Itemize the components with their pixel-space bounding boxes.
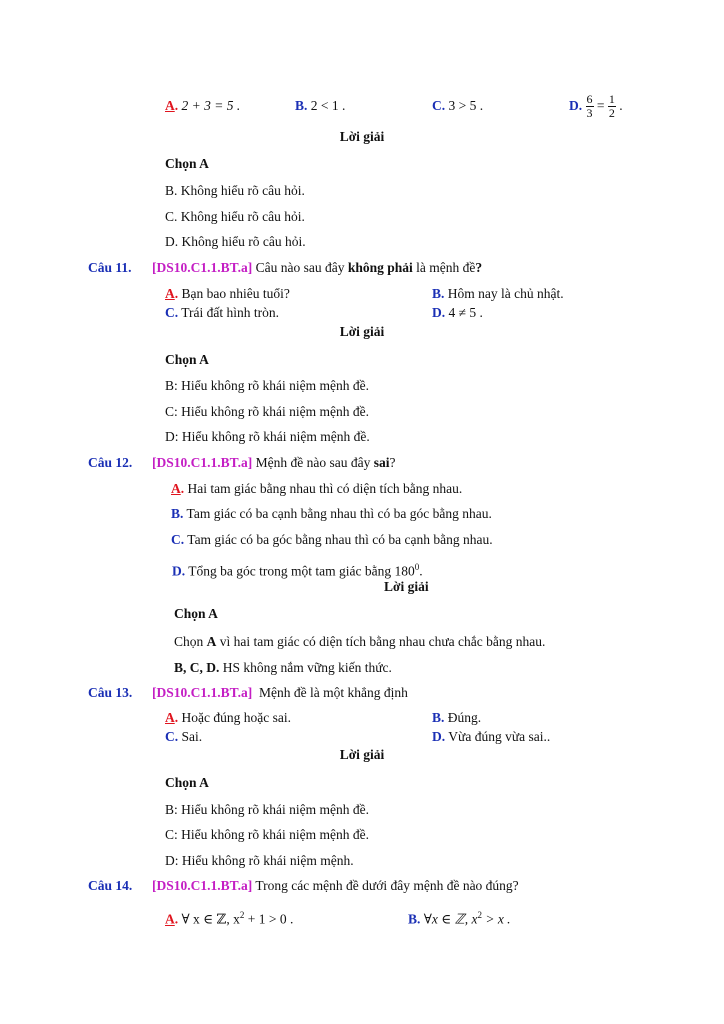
q12-header	[88, 454, 132, 472]
q14-option-b	[408, 906, 511, 929]
choose-answer: Chọn A	[165, 156, 209, 171]
option-label: A	[171, 481, 181, 496]
q11-option-a: A. Bạn bao nhiêu tuổi?	[165, 286, 290, 301]
option-text: Sai.	[181, 729, 203, 744]
period: .	[419, 563, 423, 579]
q13-option-c	[165, 728, 202, 746]
q14-header	[88, 877, 132, 895]
option-text: Tam giác có ba góc bằng nhau thì có ba cạnh bằng nhau.	[187, 532, 493, 547]
solution-title: Lời giải	[339, 129, 385, 144]
q12-option-a: A. Hai tam giác bằng nhau thì có diện tích bằng nhau.	[171, 481, 463, 496]
option-text: ∀ x ∈ ℤ, x	[181, 911, 240, 927]
explanation-text: HS không nắm vững kiến thức.	[222, 660, 392, 675]
explanation: C: Hiểu không rõ khái niệm mệnh đề.	[165, 827, 369, 842]
question-tag: [DS10.C1.1.BT.a]	[152, 685, 253, 700]
question-tag: [DS10.C1.1.BT.a]	[152, 260, 253, 275]
fraction: $\frac{6}{3}$	[586, 92, 593, 121]
option-text: 3 > 5 .	[448, 98, 484, 113]
solution-title: Lời giải	[339, 747, 385, 762]
question-tag: [DS10.C1.1.BT.a]	[152, 878, 253, 893]
fraction: $\frac{1}{2}$	[608, 92, 615, 121]
q13-question	[152, 684, 408, 702]
q10-option-c	[432, 97, 483, 115]
superscript: 0	[414, 562, 420, 572]
question-mark: ?	[475, 260, 483, 275]
explanation-text: Chọn	[174, 634, 204, 649]
q11-option-b	[432, 285, 564, 303]
superscript: 2	[239, 910, 245, 920]
q10-option-d	[569, 88, 623, 124]
explanation: B: Hiểu không rõ khái niệm mệnh đề.	[165, 802, 369, 817]
option-label: C.	[171, 532, 185, 547]
explanation	[174, 659, 392, 677]
option-text: > x .	[485, 911, 511, 927]
option-text: Trái đất hình tròn.	[181, 305, 280, 320]
question-text: Câu nào sau đây	[255, 260, 345, 275]
q11-header	[88, 259, 132, 277]
explanation-emphasis: A	[206, 634, 217, 649]
q10-option-b	[295, 97, 345, 115]
option-text: 2 < 1 .	[310, 98, 346, 113]
explanation: D: Hiểu không rõ khái niệm mệnh.	[165, 853, 354, 868]
option-label: C.	[165, 729, 179, 744]
option-text: Tổng ba góc trong một tam giác bằng 180	[188, 563, 415, 579]
option-text: Hai tam giác bằng nhau thì có diện tích bằng nhau.	[187, 481, 463, 496]
q10-option-a: A. 2 + 3 = 5 .	[165, 98, 241, 113]
q11-option-c	[165, 304, 279, 322]
option-label: B.	[171, 506, 184, 521]
explanation-emphasis: B, C, D.	[174, 660, 220, 675]
question-number: Câu 11.	[88, 260, 132, 275]
question-tag: [DS10.C1.1.BT.a]	[152, 455, 253, 470]
q12-option-c	[171, 531, 493, 549]
option-label: C.	[432, 98, 446, 113]
option-text: ∀x ∈ ℤ, x	[423, 911, 478, 927]
option-label: C.	[165, 305, 179, 320]
option-text: 4 ≠ 5 .	[448, 305, 483, 320]
option-text: + 1 > 0 .	[247, 911, 294, 927]
explanation: D. Không hiểu rõ câu hỏi.	[165, 234, 306, 249]
choose-answer: Chọn A	[174, 606, 218, 621]
option-label: A	[165, 710, 175, 725]
option-label: A	[165, 911, 175, 927]
q14-question	[152, 877, 519, 895]
option-label: B.	[408, 911, 421, 927]
explanation: B. Không hiểu rõ câu hỏi.	[165, 183, 305, 198]
q14-option-a: A. ∀ x ∈ ℤ, $x^2 + 1 > 0$ .	[165, 910, 294, 927]
question-number: Câu 14.	[88, 878, 133, 893]
explanation: C: Hiểu không rõ khái niệm mệnh đề.	[165, 404, 369, 419]
question-emphasis: sai	[373, 455, 390, 470]
q12-option-b	[171, 505, 492, 523]
question-text: Mệnh đề nào sau đây	[255, 455, 371, 470]
solution-title: Lời giải	[339, 324, 385, 339]
question-number: Câu 13.	[88, 685, 133, 700]
option-text: Tam giác có ba cạnh bằng nhau thì có ba góc bằng nhau.	[186, 506, 492, 521]
option-text: Đúng.	[447, 710, 482, 725]
q11-question	[152, 259, 482, 277]
option-text: Hoặc đúng hoặc sai.	[181, 710, 291, 725]
choose-answer: Chọn A	[165, 775, 209, 790]
q13-option-d	[432, 728, 550, 746]
option-label: D.	[432, 729, 446, 744]
question-text: là mệnh đề	[416, 260, 476, 275]
option-label: B.	[432, 286, 445, 301]
option-label: D.	[432, 305, 446, 320]
question-text: Trong các mệnh đề dưới đây mệnh đề nào đúng?	[255, 878, 519, 893]
option-label: D.	[172, 563, 186, 579]
q13-option-b	[432, 709, 481, 727]
q13-option-a: A. Hoặc đúng hoặc sai.	[165, 710, 291, 725]
option-text: Bạn bao nhiêu tuổi?	[181, 286, 290, 301]
superscript: 2	[477, 910, 482, 920]
option-text: Vừa đúng vừa sai..	[448, 729, 551, 744]
explanation-text: vì hai tam giác có diện tích bằng nhau chưa chắc bằng nhau.	[219, 634, 546, 649]
option-label: D.	[569, 98, 583, 113]
question-text: Mệnh đề là một khẳng định	[259, 685, 408, 700]
solution-title: Lời giải	[384, 579, 429, 594]
option-text: Hôm nay là chủ nhật.	[447, 286, 564, 301]
q11-option-d	[432, 304, 483, 322]
explanation: D: Hiểu không rõ khái niệm mệnh đề.	[165, 429, 370, 444]
question-number: Câu 12.	[88, 455, 133, 470]
question-emphasis: không phải	[347, 260, 413, 275]
q12-question	[152, 454, 396, 472]
equals-sign: =	[596, 98, 605, 113]
explanation	[174, 633, 545, 651]
explanation: C. Không hiểu rõ câu hỏi.	[165, 209, 305, 224]
option-label: B.	[295, 98, 308, 113]
choose-answer: Chọn A	[165, 352, 209, 367]
option-label: B.	[432, 710, 445, 725]
q13-header	[88, 684, 132, 702]
option-text: 2 + 3 = 5 .	[181, 98, 241, 113]
option-label: A	[165, 98, 175, 113]
question-mark: ?	[389, 455, 396, 470]
option-label: A	[165, 286, 175, 301]
explanation: B: Hiểu không rõ khái niệm mệnh đề.	[165, 378, 369, 393]
period: .	[619, 98, 623, 113]
